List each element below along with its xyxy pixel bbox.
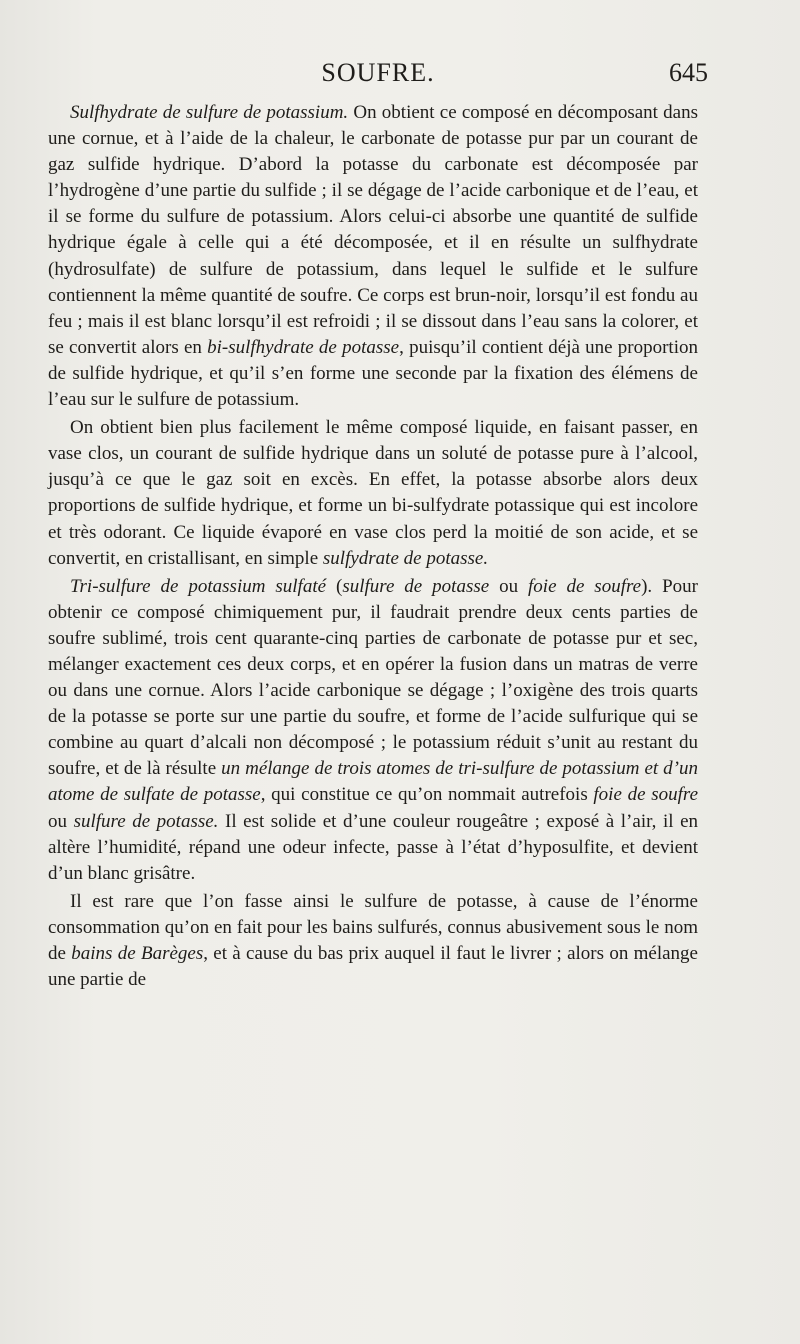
italic-run: foie de soufre: [593, 784, 699, 806]
text-run: ou: [48, 810, 74, 832]
body-text: [48, 100, 698, 993]
paragraph-1: [48, 100, 698, 413]
italic-run: un mélange de trois atomes de tri-sulfure de potassium et d’un atome de sulfate de potasse: [48, 758, 698, 806]
text-run: , qui constitue ce qu’on nommait autrefois: [260, 784, 594, 806]
text-run: On obtient bien plus facilement le même composé liquide, en faisant passer, en vase clos, un courant de sulfide hydrique dans un soluté de potasse pure à l’alcool, jusqu’à ce que le gaz soit en excès. En effet, la potasse absorbe alors deux proportions de sulfide hydrique, et forme un bi-sulfydrate potassique qui est incolore et très odorant. Ce liquide évaporé en vase clos perd la moitié de son acide, et se convertit, en cristallisant, en simple: [48, 417, 698, 569]
running-title: SOUFRE.: [321, 58, 435, 87]
italic-run: foie de soufre: [528, 575, 642, 597]
text-run: , et à cause du bas prix auquel il faut le livrer ; alors on mélange une partie de: [48, 943, 698, 991]
italic-run: bi-sulfhydrate de potasse: [207, 336, 400, 358]
text-run: (: [326, 575, 343, 597]
italic-run: sulfure de potasse: [342, 575, 490, 597]
italic-run: sulfure de potasse.: [73, 810, 219, 832]
page-number: 645: [669, 58, 708, 87]
paragraph-4: [48, 889, 698, 993]
text-run: ). Pour obtenir ce composé chimiquement pur, il faudrait prendre deux cents parties de soufre sublimé, trois cent quarante-cinq parties de carbonate de potasse pur et sec, mélanger exactement ces deux corps, et en opérer la fusion dans un matras de verre ou dans une cornue. Alors l’acide carbonique se dégage ; l’oxigène des trois quarts de la potasse se porte sur une partie du soufre, et forme de l’acide sulfurique qui se combine au quart d’alcali non décomposé ; le potassium réduit s’unit au restant du soufre, et de là résulte: [48, 575, 699, 780]
text-run: ou: [489, 575, 529, 597]
text-run: , puisqu’il contient déjà une proportion de sulfide hydrique, et qu’il s’en forme une seconde par la fixation des élémens de l’eau sur le sulfure de potassium.: [48, 336, 698, 411]
paragraph-3: [48, 574, 698, 887]
italic-run: Sulfhydrate de sulfure de potassium.: [70, 102, 349, 123]
text-run: Il est rare que l’on fasse ainsi le sulfure de potasse, à cause de l’énorme consommation qu’on en fait pour les bains sulfurés, connus abusivement sous le nom de: [48, 890, 698, 964]
running-head: [48, 58, 708, 92]
text-run: Il est solide et d’une couleur rougeâtre ; exposé à l’air, il en altère l’humidité, répand une odeur infecte, passe à l’état d’hyposulfite, et devient d’un blanc grisâtre.: [48, 810, 699, 884]
italic-run: Tri-sulfure de potassium sulfaté: [70, 575, 327, 597]
italic-run: sulfydrate de potasse.: [322, 547, 489, 569]
text-run: On obtient ce composé en décomposant dans une cornue, et à l’aide de la chaleur, le carbonate de potasse pur par un courant de gaz sulfide hydrique. D’abord la potasse du carbonate est décomposée par l’hydrogène d’une partie du sulfide ; il se dégage de l’acide carbonique et de l’eau, et il se forme du sulfure de potassium. Alors celui-ci absorbe une quantité de sulfide hydrique égale à celle qui a été décomposée, et il en résulte un sulfhydrate (hydrosulfate) de sulfure de potassium, dans lequel le sulfide et le sulfure contiennent la même quantité de soufre. Ce corps est brun-noir, lorsqu’il est fondu au feu ; mais il est blanc lorsqu’il est refroidi ; il se dissout dans l’eau sans la colorer, et se convertit alors en: [48, 102, 698, 358]
italic-run: bains de Barèges: [71, 943, 204, 964]
paragraph-2: [48, 415, 698, 572]
